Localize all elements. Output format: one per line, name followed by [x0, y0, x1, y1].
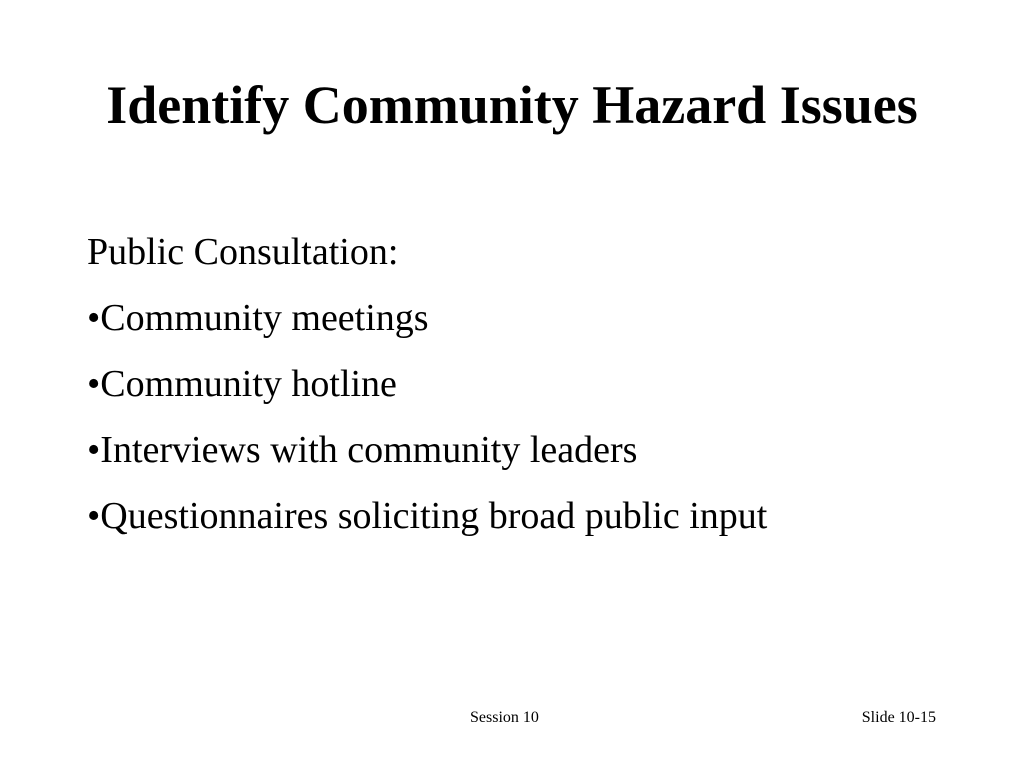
footer-slide-number: Slide 10-15 [861, 709, 936, 726]
bullet-item-community-hotline: •Community hotline [87, 363, 397, 405]
slide-title: Identify Community Hazard Issues [106, 75, 918, 135]
bullet-list [87, 296, 967, 538]
slide-body [87, 230, 967, 560]
bullet-item-community-meetings: •Community meetings [87, 297, 429, 339]
bullet-item-questionnaires: •Questionnaires soliciting broad public input [87, 495, 768, 537]
bullet-item-interviews: •Interviews with community leaders [87, 429, 638, 471]
footer-session: Session 10 [470, 709, 539, 726]
body-heading: Public Consultation: [87, 231, 399, 273]
